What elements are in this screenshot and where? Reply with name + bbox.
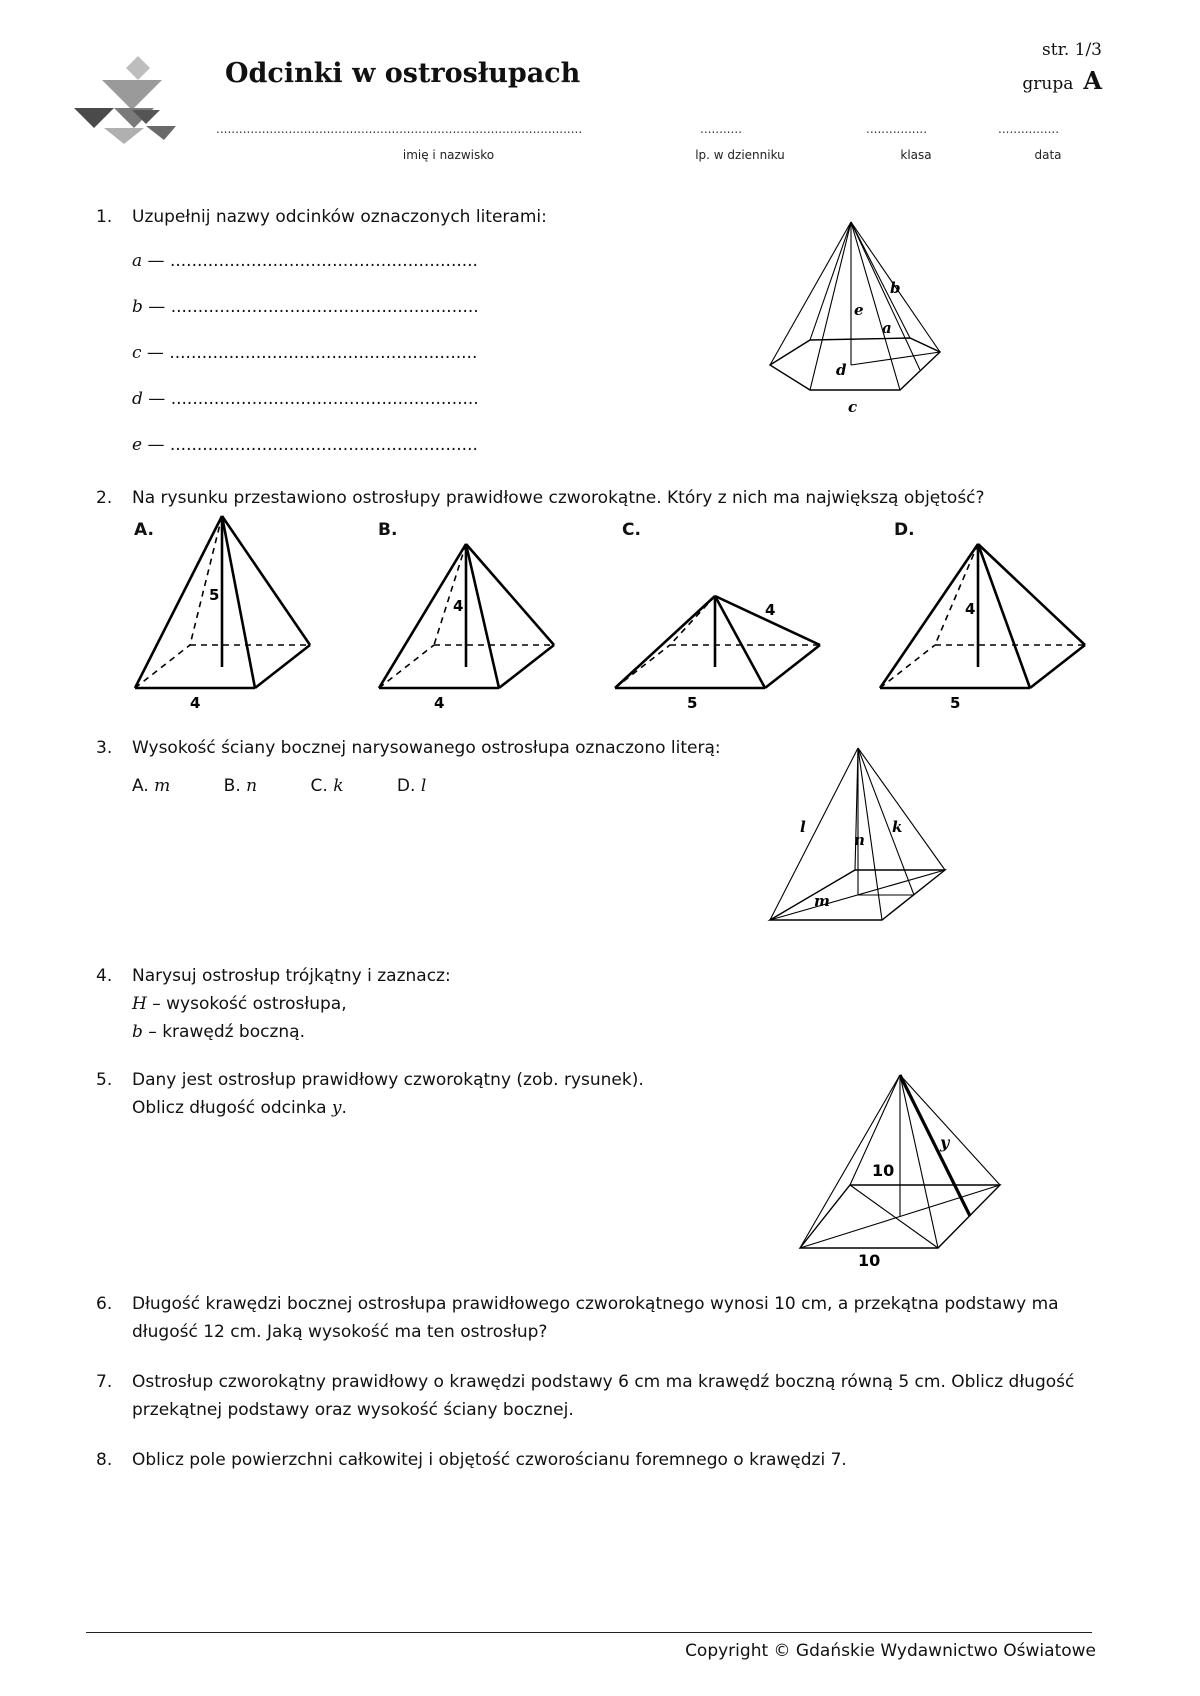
item-text: – wysokość ostrosłupa,	[146, 994, 347, 1014]
question-text: Wysokość ściany bocznej narysowanego ostrosłupa oznaczono literą:	[132, 738, 721, 758]
label-b: b	[890, 279, 901, 297]
q5-pyramid-figure	[790, 1070, 1010, 1270]
label-d: d	[836, 361, 847, 379]
c-edge-label: 4	[765, 601, 776, 619]
page-number: str. 1/3	[1042, 40, 1102, 60]
answer-line-b[interactable]	[132, 293, 479, 339]
answer-line-c[interactable]	[132, 339, 479, 385]
answer-a[interactable]	[132, 776, 170, 796]
question-text: Oblicz pole powierzchni całkowitej i objętość czworościanu foremnego o krawędzi 7.	[132, 1450, 847, 1470]
group-value: A	[1083, 66, 1102, 95]
q3-answers	[132, 772, 426, 800]
question-number: 7.	[96, 1372, 113, 1392]
date-label: data	[1034, 148, 1062, 162]
option-b-letter[interactable]: B.	[378, 520, 398, 540]
pyramid-c	[615, 596, 820, 688]
q3-pyramid-figure	[760, 740, 970, 930]
group-indicator	[1022, 66, 1102, 95]
question-7	[96, 1368, 1096, 1424]
question-text: Uzupełnij nazwy odcinków oznaczonych literami:	[132, 207, 547, 227]
q2-pyramids-figure	[125, 510, 1095, 710]
page-title: Odcinki w ostrosłupach	[225, 58, 581, 89]
label-e: e	[854, 301, 864, 319]
name-field-label: imię i nazwisko	[402, 148, 495, 162]
a-height-label: 5	[209, 586, 220, 604]
answer-blank: — .........................................................	[142, 251, 478, 271]
text-part: Oblicz długość odcinka	[132, 1098, 332, 1118]
item-var: b	[132, 1022, 143, 1042]
b-base-label: 4	[434, 694, 445, 710]
b-height-label: 4	[453, 597, 464, 615]
question-number: 3.	[96, 738, 113, 758]
name-field[interactable]: ................................................................................................	[216, 122, 583, 136]
answer-line-a[interactable]	[132, 247, 479, 293]
answer-letter: B.	[223, 776, 241, 796]
class-label: klasa	[900, 148, 932, 162]
q4-item-h	[132, 990, 1096, 1018]
question-text: Ostrosłup czworokątny prawidłowy o krawędzi podstawy 6 cm ma krawędź boczną równą 5 cm. Oblicz długość przekątnej podstawy oraz wysokość ściany bocznej.	[132, 1372, 1075, 1420]
answer-d[interactable]	[397, 776, 426, 796]
question-text: Narysuj ostrosłup trójkątny i zaznacz:	[132, 966, 451, 986]
group-label: grupa	[1022, 74, 1074, 94]
question-6	[96, 1290, 1096, 1346]
option-d-letter[interactable]: D.	[894, 520, 915, 540]
c-base-label: 5	[687, 694, 698, 710]
answer-blank: — .........................................................	[142, 389, 479, 409]
base-label: 10	[858, 1251, 881, 1270]
answer-letter: D.	[396, 776, 416, 796]
answer-var: d	[132, 389, 143, 409]
label-c: c	[848, 398, 858, 416]
item-text: – krawędź boczną.	[142, 1022, 305, 1042]
answer-blank: — .........................................................	[141, 343, 478, 363]
q4-item-b	[132, 1018, 1096, 1046]
question-number: 2.	[96, 488, 113, 508]
answer-blank: — .........................................................	[142, 435, 478, 455]
a-base-label: 4	[190, 694, 201, 710]
class-field[interactable]: ................	[866, 122, 928, 136]
height-label: 10	[872, 1161, 895, 1180]
text-var: y	[331, 1098, 342, 1118]
answer-letter: C.	[310, 776, 328, 796]
answer-blank: — .........................................................	[142, 297, 479, 317]
label-k: k	[892, 818, 903, 836]
answer-var: e	[132, 435, 143, 455]
answer-var: l	[420, 776, 427, 796]
question-text: Dany jest ostrosłup prawidłowy czworokątny (zob. rysunek).	[132, 1070, 644, 1090]
question-number: 8.	[96, 1450, 113, 1470]
question-number: 4.	[96, 966, 113, 986]
question-2	[96, 484, 1096, 512]
publisher-logo	[74, 56, 180, 144]
d-base-label: 5	[950, 694, 961, 710]
text-part: .	[341, 1098, 347, 1118]
answer-var: m	[154, 776, 171, 796]
pyramid-b	[379, 544, 554, 688]
pyramid-d	[880, 544, 1085, 688]
option-c-letter[interactable]: C.	[622, 520, 641, 540]
label-a: a	[882, 319, 892, 337]
label-m: m	[814, 892, 830, 910]
question-4	[96, 962, 1096, 1046]
item-var: H	[132, 994, 147, 1014]
label-y: y	[940, 1133, 950, 1152]
question-number: 5.	[96, 1070, 113, 1090]
q1-answer-lines	[132, 247, 479, 477]
question-number: 1.	[96, 207, 113, 227]
answer-line-e[interactable]	[132, 431, 479, 477]
option-a-letter[interactable]: A.	[134, 520, 154, 540]
question-number: 6.	[96, 1294, 113, 1314]
answer-b[interactable]	[224, 776, 257, 796]
question-text: Na rysunku przestawiono ostrosłupy prawidłowe czworokątne. Który z nich ma największą objętość?	[132, 488, 985, 508]
pyramid-a	[135, 516, 310, 688]
answer-var: c	[132, 343, 142, 363]
date-field[interactable]: ................	[998, 122, 1060, 136]
d-height-label: 4	[965, 600, 976, 618]
copyright: Copyright © Gdańskie Wydawnictwo Oświatowe	[685, 1641, 1096, 1661]
register-number-field[interactable]: ...........	[700, 122, 742, 136]
answer-var: b	[132, 297, 143, 317]
answer-letter: A.	[132, 776, 149, 796]
answer-var: n	[246, 776, 258, 796]
answer-var: k	[333, 776, 344, 796]
answer-var: a	[132, 251, 143, 271]
question-8	[96, 1446, 1096, 1474]
question-text: Długość krawędzi bocznej ostrosłupa prawidłowego czworokątnego wynosi 10 cm, a przekątna podstawy ma długość 12 cm. Jaką wysokość ma ten ostrosłup?	[132, 1294, 1059, 1342]
q1-pyramid-figure	[760, 215, 970, 420]
label-l: l	[800, 818, 806, 836]
answer-c[interactable]	[311, 776, 344, 796]
footer-divider	[86, 1632, 1092, 1633]
register-number-label: lp. w dzienniku	[695, 148, 785, 162]
label-n: n	[854, 831, 865, 849]
answer-line-d[interactable]	[132, 385, 479, 431]
